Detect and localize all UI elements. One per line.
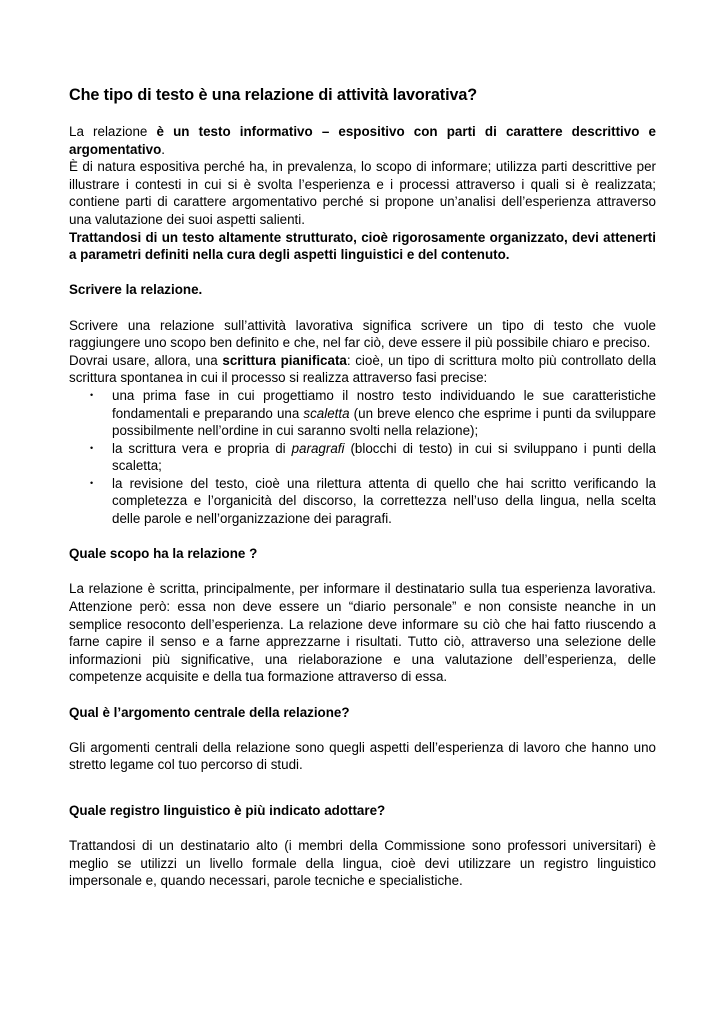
section1-paragraph-2 [69,352,656,387]
bullet-icon: • [90,477,94,488]
intro-period: . [161,141,165,157]
list-item [90,475,656,528]
section-heading-scrivere: Scrivere la relazione. [69,282,203,298]
section1-paragraph-1: Scrivere una relazione sull’attività lavorativa significa scrivere un tipo di testo che vuole raggiungere uno scopo ben definito e che, nel far ciò, deve essere il più possibile chiaro e preciso. [69,317,656,351]
section1-bold-text: scrittura pianificata [222,352,347,368]
intro-paragraph-3 [69,229,656,264]
intro-bold-paragraph: Trattandosi di un testo altamente strutturato, cioè rigorosamente organizzato, devi attenerti a parametri definiti nella cura degli aspetti linguistici e del contenuto. [69,229,656,263]
section-heading-registro: Quale registro linguistico è più indicato adottare? [69,802,386,818]
section2-paragraph: La relazione è scritta, principalmente, per informare il destinatario sulla tua esperienza lavorativa. Attenzione però: essa non deve essere un “diario personale” e non consiste neanche in un semplice resoconto dell’esperienza. La relazione deve informare su ciò che hai fatto riuscendo a farne capire il senso e a farne apprezzarne i risultati. Tutto ciò, attraverso una selezione delle informazioni più significative, una rielaborazione e una valutazione dell’esperienza, delle competenze acquisite e della tua formazione attraverso di essa. [69,581,656,685]
section-heading-scopo: Quale scopo ha la relazione ? [69,546,258,562]
bullet-icon: • [90,442,94,453]
intro-bold-text: è un testo informativo – espositivo con parti di carattere descrittivo e argomentativo [69,124,656,157]
list-item-text-cont: (un breve elenco che esprime i punti da sviluppare possibilmente nell’ordine in cui saranno svolti nella relazione); [112,405,657,439]
intro-paragraph-1 [69,123,656,158]
section4-paragraph: Trattandosi di un destinatario alto (i membri della Commissione sono professori universitari) è meglio se utilizzi un livello formale della lingua, cioè devi utilizzare un registro linguistico impersonale e, quando necessari, parole tecniche e specialistiche. [69,838,656,889]
list-item-text: la scrittura vera e propria di [112,440,292,456]
list-item [90,387,657,440]
document-body [69,85,656,890]
list-item-italic: paragrafi [291,440,345,456]
section-heading-argomento: Qual è l’argomento centrale della relazione? [69,704,350,720]
document-title: Che tipo di testo è una relazione di attività lavorativa? [69,86,478,104]
phases-list [69,387,656,528]
intro-text: La relazione [69,124,157,139]
section1-text: Dovrai usare, allora, una [69,352,223,368]
section3-paragraph: Gli argomenti centrali della relazione sono quegli aspetti dell’esperienza di lavoro che hanno uno stretto legame col tuo percorso di studi. [69,739,656,773]
bullet-icon: • [90,389,94,400]
list-item-text: una prima fase in cui progettiamo il nostro testo individuando le sue caratteristiche fondamentali e preparando una [112,387,656,421]
list-item-italic: scaletta [303,405,350,421]
list-item-text: la revisione del testo, cioè una rilettura attenta di quello che hai scritto verificando la completezza e l’organicità del discorso, la correttezza nell’uso della lingua, nella scelta delle parole e nell’organizzazione dei paragrafi. [112,475,656,527]
section1-text-cont: : cioè, un tipo di scrittura molto più controllato della scrittura spontanea in cui il processo si realizza attraverso fasi precise: [69,352,657,386]
intro-paragraph-2: È di natura espositiva perché ha, in prevalenza, lo scopo di informare; utilizza parti descrittive per illustrare i contesti in cui si è svolta l’esperienza e i processi attraverso i quali si è realizzata; contiene parti di carattere argomentativo perché si propone un’analisi dell’esperienza attraverso una valutazione dei suoi aspetti salienti. [69,159,656,227]
list-item [90,440,656,475]
list-item-text-cont: (blocchi di testo) in cui si sviluppano i punti della scaletta; [112,440,656,474]
